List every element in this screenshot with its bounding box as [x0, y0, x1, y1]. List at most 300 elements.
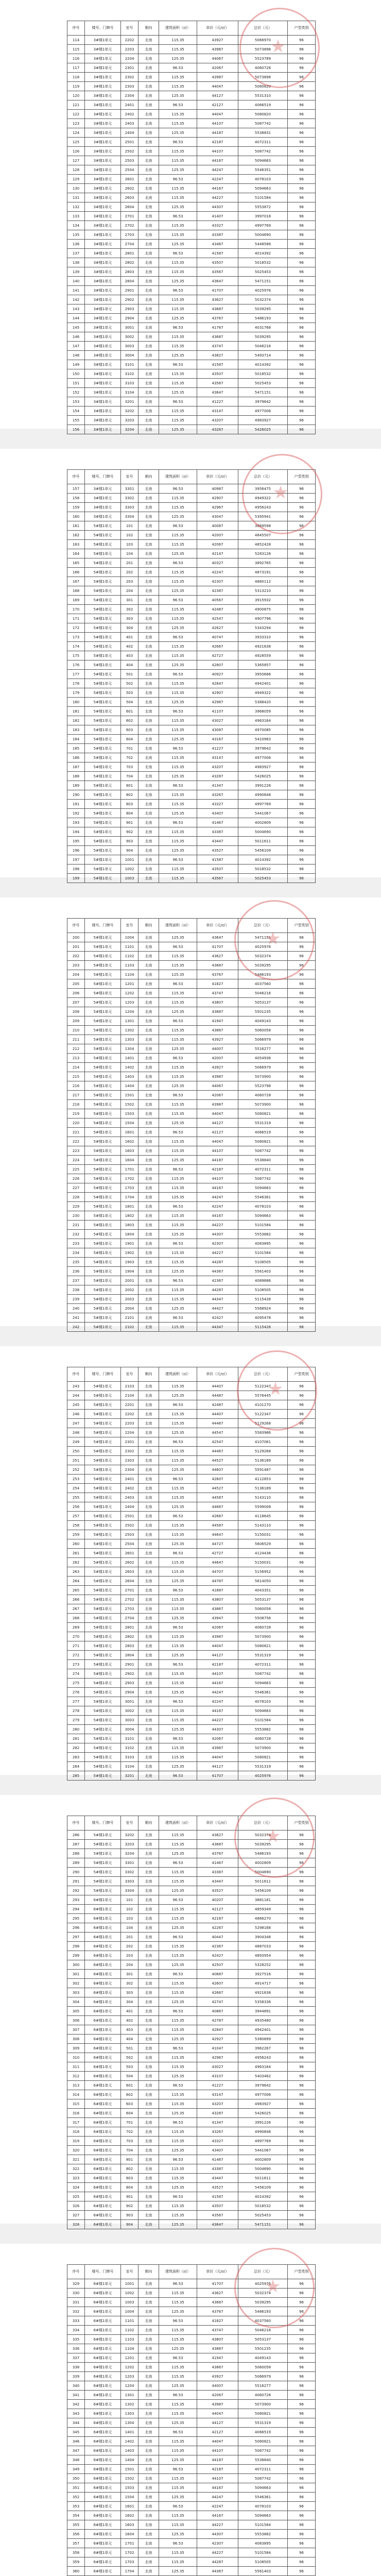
- cell-unit_price: 42127: [197, 1128, 238, 1137]
- cell-unit: 5#楼1单元: [85, 781, 121, 790]
- cell-unit_price: 43687: [197, 2298, 238, 2307]
- table-row: [67, 2418, 316, 2428]
- cell-total: 5486193: [238, 970, 288, 979]
- cell-area: 96.53: [159, 2353, 197, 2363]
- table-row: [67, 1295, 316, 1304]
- table-row: [67, 2344, 316, 2353]
- cell-area: 96.53: [159, 1933, 197, 1942]
- table-row: [67, 1521, 316, 1530]
- cell-orientation: 北南: [138, 1118, 159, 1128]
- cell-seq: 304: [67, 1997, 85, 2007]
- cell-area: 125.35: [159, 277, 197, 286]
- cell-unit: 3#楼1单元: [85, 73, 121, 82]
- cell-orientation: 北南: [138, 1831, 159, 1840]
- cell-orientation: 北南: [138, 1558, 159, 1567]
- cell-layer: 96: [288, 1419, 316, 1428]
- cell-seq: 338: [67, 2363, 85, 2372]
- cell-orientation: 北南: [138, 933, 159, 942]
- cell-room: 1101: [121, 942, 138, 952]
- cell-total: 4066519: [238, 1128, 288, 1137]
- price-sheet-5: [0, 1795, 381, 2227]
- cell-seq: 138: [67, 258, 85, 267]
- cell-layer: 96: [288, 1997, 316, 2007]
- table-row: [67, 846, 316, 855]
- cell-seq: 223: [67, 1146, 85, 1156]
- cell-layer: 96: [288, 1248, 316, 1258]
- cell-orientation: 北南: [138, 63, 159, 73]
- cell-layer: 96: [288, 1230, 316, 1239]
- cell-seq: 185: [67, 744, 85, 753]
- table-row: [67, 342, 316, 351]
- cell-area: 96.53: [159, 1202, 197, 1211]
- cell-unit: 6#楼1单元: [85, 1942, 121, 1951]
- cell-room: 1301: [121, 2391, 138, 2400]
- table-row: [67, 2446, 316, 2455]
- cell-total: 5080821: [238, 1109, 288, 1118]
- cell-layer: 96: [288, 707, 316, 716]
- cell-layer: 96: [288, 1221, 316, 1230]
- cell-room: 202: [121, 1942, 138, 1951]
- cell-orientation: 北南: [138, 1868, 159, 1877]
- cell-unit_price: 41467: [197, 2155, 238, 2164]
- cell-orientation: 北南: [138, 323, 159, 332]
- cell-area: 125.35: [159, 388, 197, 397]
- cell-unit: 6#楼1单元: [85, 1951, 121, 1960]
- cell-seq: 210: [67, 1026, 85, 1035]
- table-row: [67, 351, 316, 360]
- cell-total: 5039295: [238, 1840, 288, 1849]
- table-row: [67, 1081, 316, 1091]
- cell-unit: 6#楼1单元: [85, 2109, 121, 2118]
- cell-unit: 6#楼1单元: [85, 1960, 121, 1970]
- table-row: [67, 63, 316, 73]
- cell-room: 703: [121, 762, 138, 772]
- cell-total: 4037560: [238, 2316, 288, 2326]
- cell-layer: 96: [288, 1614, 316, 1623]
- cell-unit: 3#楼1单元: [85, 286, 121, 295]
- table-header-row: [67, 2265, 316, 2279]
- cell-area: 125.35: [159, 165, 197, 175]
- cell-orientation: 北南: [138, 1304, 159, 1313]
- cell-total: 4072311: [238, 2465, 288, 2474]
- cell-layer: 96: [288, 1951, 316, 1960]
- cell-layer: 96: [288, 942, 316, 952]
- cell-layer: 96: [288, 633, 316, 642]
- cell-unit_price: 41407: [197, 212, 238, 221]
- cell-orientation: 北南: [138, 1109, 159, 1118]
- cell-unit_price: 44047: [197, 1137, 238, 1146]
- cell-layer: 96: [288, 1886, 316, 1895]
- cell-total: 4049143: [238, 1016, 288, 1026]
- cell-unit_price: 44347: [197, 1323, 238, 1332]
- cell-room: 402: [121, 2016, 138, 2025]
- cell-orientation: 北南: [138, 1239, 159, 1248]
- cell-area: 115.35: [159, 379, 197, 388]
- table-row: [67, 221, 316, 230]
- cell-layer: 96: [288, 1970, 316, 1979]
- header-orientation: 朝向: [138, 470, 159, 484]
- cell-seq: 239: [67, 1295, 85, 1304]
- table-row: [67, 1743, 316, 1753]
- cell-unit: 3#楼1单元: [85, 82, 121, 91]
- cell-area: 96.53: [159, 942, 197, 952]
- price-sheet-6: [0, 2244, 381, 2576]
- cell-area: 115.35: [159, 865, 197, 874]
- cell-seq: 308: [67, 2035, 85, 2044]
- table-row: [67, 2109, 316, 2118]
- cell-orientation: 北南: [138, 2016, 159, 2025]
- cell-area: 96.53: [159, 1970, 197, 1979]
- cell-layer: 96: [288, 753, 316, 762]
- cell-area: 125.35: [159, 2567, 197, 2576]
- table-row: [67, 1484, 316, 1493]
- table-row: [67, 1933, 316, 1942]
- cell-seq: 358: [67, 2548, 85, 2557]
- cell-area: 115.35: [159, 2446, 197, 2455]
- table-row: [67, 2391, 316, 2400]
- cell-orientation: 北南: [138, 1539, 159, 1549]
- cell-layer: 96: [288, 1174, 316, 1183]
- cell-room: 1604: [121, 2530, 138, 2539]
- table-row: [67, 1410, 316, 1419]
- cell-area: 125.35: [159, 735, 197, 744]
- cell-area: 115.35: [159, 1146, 197, 1156]
- cell-unit: 5#楼1单元: [85, 707, 121, 716]
- header-unit_price: 单价（元/㎡）: [197, 470, 238, 484]
- cell-unit: 6#楼1单元: [85, 2567, 121, 2576]
- cell-seq: 313: [67, 2081, 85, 2090]
- cell-area: 115.35: [159, 1604, 197, 1614]
- cell-area: 115.35: [159, 716, 197, 725]
- cell-area: 96.53: [159, 1437, 197, 1447]
- cell-seq: 301: [67, 1970, 85, 1979]
- cell-area: 115.35: [159, 1447, 197, 1456]
- cell-seq: 238: [67, 1285, 85, 1295]
- cell-total: 5101584: [238, 1221, 288, 1230]
- cell-unit_price: 43807: [197, 2335, 238, 2344]
- cell-unit: 5#楼1单元: [85, 1586, 121, 1595]
- cell-unit_price: 40447: [197, 1933, 238, 1942]
- cell-area: 125.35: [159, 846, 197, 855]
- table-row: [67, 1586, 316, 1595]
- cell-layer: 96: [288, 2118, 316, 2127]
- cell-unit_price: 41707: [197, 942, 238, 952]
- cell-unit_price: 41587: [197, 249, 238, 258]
- cell-unit_price: 44247: [197, 1688, 238, 1697]
- header-unit_price: 单价（元/㎡）: [197, 919, 238, 933]
- cell-area: 115.35: [159, 304, 197, 314]
- cell-orientation: 北南: [138, 2363, 159, 2372]
- cell-unit_price: 44307: [197, 2530, 238, 2539]
- cell-unit_price: 42847: [197, 679, 238, 688]
- cell-orientation: 北南: [138, 865, 159, 874]
- cell-unit: 3#楼1单元: [85, 184, 121, 193]
- cell-total: 5046216: [238, 342, 288, 351]
- table-row: [67, 314, 316, 323]
- cell-unit_price: 43987: [197, 1632, 238, 1641]
- cell-unit: 5#楼1单元: [85, 762, 121, 772]
- cell-room: 1504: [121, 2493, 138, 2502]
- cell-room: 2503: [121, 1530, 138, 1539]
- cell-unit_price: 43507: [197, 369, 238, 379]
- cell-orientation: 北南: [138, 2201, 159, 2211]
- cell-unit: 5#楼1单元: [85, 1831, 121, 1840]
- cell-unit: 3#楼1单元: [85, 128, 121, 138]
- table-row: [67, 614, 316, 623]
- cell-seq: 232: [67, 1230, 85, 1239]
- cell-unit: 5#楼1单元: [85, 596, 121, 605]
- cell-room: 2103: [121, 1382, 138, 1391]
- cell-orientation: 北南: [138, 1697, 159, 1706]
- cell-total: 5380899: [238, 2035, 288, 2044]
- cell-seq: 260: [67, 1539, 85, 1549]
- price-sheet-3: [0, 897, 381, 1329]
- cell-seq: 248: [67, 1428, 85, 1437]
- cell-unit: 5#楼1单元: [85, 586, 121, 596]
- cell-area: 115.35: [159, 1109, 197, 1118]
- cell-room: 2503: [121, 156, 138, 165]
- cell-unit_price: 41587: [197, 855, 238, 865]
- table-row: [67, 277, 316, 286]
- cell-area: 96.53: [159, 2081, 197, 2090]
- cell-area: 96.53: [159, 818, 197, 827]
- table-row: [67, 2090, 316, 2099]
- table-row: [67, 2016, 316, 2025]
- cell-seq: 177: [67, 670, 85, 679]
- cell-area: 125.35: [159, 1465, 197, 1475]
- cell-total: 5108505: [238, 1258, 288, 1267]
- header-room: 室号: [121, 1367, 138, 1382]
- cell-unit_price: 42247: [197, 2502, 238, 2511]
- cell-total: 5410983: [238, 735, 288, 744]
- table-row: [67, 36, 316, 45]
- cell-seq: 286: [67, 1831, 85, 1840]
- cell-room: 903: [121, 837, 138, 846]
- cell-seq: 198: [67, 865, 85, 874]
- table-row: [67, 1558, 316, 1567]
- cell-orientation: 北南: [138, 184, 159, 193]
- cell-layer: 96: [288, 933, 316, 942]
- cell-unit_price: 42187: [197, 1914, 238, 1923]
- cell-total: 5094663: [238, 1183, 288, 1193]
- cell-total: 4942401: [238, 2025, 288, 2035]
- table-row: [67, 1447, 316, 1456]
- cell-layer: 96: [288, 1905, 316, 1914]
- cell-seq: 230: [67, 1211, 85, 1221]
- cell-unit_price: 43147: [197, 753, 238, 762]
- cell-unit_price: 44647: [197, 1530, 238, 1539]
- cell-unit: 5#楼1单元: [85, 1549, 121, 1558]
- cell-layer: 96: [288, 1595, 316, 1604]
- cell-unit_price: 43687: [197, 304, 238, 314]
- table-row: [67, 2520, 316, 2530]
- table-row: [67, 1651, 316, 1660]
- table-row: [67, 1604, 316, 1614]
- cell-unit_price: 41047: [197, 2044, 238, 2053]
- table-row: [67, 1313, 316, 1323]
- cell-room: 1701: [121, 1165, 138, 1174]
- cell-layer: 96: [288, 2183, 316, 2192]
- cell-total: 5568924: [238, 1304, 288, 1313]
- cell-area: 115.35: [159, 568, 197, 577]
- table-row: [67, 688, 316, 698]
- cell-orientation: 北南: [138, 351, 159, 360]
- cell-seq: 141: [67, 286, 85, 295]
- table-row: [67, 2548, 316, 2557]
- price-sheet-2: [0, 449, 381, 880]
- cell-orientation: 北南: [138, 1295, 159, 1304]
- cell-unit: 6#楼1单元: [85, 2090, 121, 2099]
- cell-room: 2803: [121, 1641, 138, 1651]
- cell-unit: 5#楼1单元: [85, 1239, 121, 1248]
- cell-total: 3944891: [238, 2007, 288, 2016]
- cell-room: 2304: [121, 1465, 138, 1475]
- cell-orientation: 北南: [138, 2493, 159, 2502]
- cell-room: 1401: [121, 1054, 138, 1063]
- cell-seq: 147: [67, 342, 85, 351]
- header-orientation: 朝向: [138, 919, 159, 933]
- cell-total: 5538840: [238, 1156, 288, 1165]
- cell-seq: 347: [67, 2446, 85, 2455]
- cell-room: 801: [121, 781, 138, 790]
- cell-unit_price: 44167: [197, 2511, 238, 2520]
- table-row: [67, 2081, 316, 2090]
- cell-layer: 96: [288, 772, 316, 781]
- cell-area: 115.35: [159, 725, 197, 735]
- cell-unit_price: 44187: [197, 1156, 238, 1165]
- cell-unit: 5#楼1单元: [85, 1697, 121, 1706]
- cell-seq: 167: [67, 577, 85, 586]
- cell-seq: 143: [67, 304, 85, 314]
- cell-total: 5516277: [238, 1044, 288, 1054]
- cell-layer: 96: [288, 2502, 316, 2511]
- cell-total: 5553872: [238, 202, 288, 212]
- cell-seq: 265: [67, 1586, 85, 1595]
- cell-area: 125.35: [159, 128, 197, 138]
- cell-unit_price: 43927: [197, 36, 238, 45]
- cell-total: 5073900: [238, 1632, 288, 1641]
- cell-area: 96.53: [159, 2316, 197, 2326]
- cell-unit: 3#楼1单元: [85, 503, 121, 512]
- cell-seq: 178: [67, 679, 85, 688]
- table-row: [67, 2326, 316, 2335]
- cell-room: 302: [121, 1979, 138, 1988]
- table-row: [67, 660, 316, 670]
- cell-total: 5591487: [238, 1465, 288, 1475]
- cell-orientation: 北南: [138, 707, 159, 716]
- cell-unit: 5#楼1单元: [85, 1258, 121, 1267]
- cell-unit: 5#楼1单元: [85, 1886, 121, 1895]
- cell-layer: 96: [288, 2072, 316, 2081]
- cell-unit_price: 40747: [197, 633, 238, 642]
- cell-unit_price: 44367: [197, 1267, 238, 1276]
- cell-total: 4002809: [238, 1858, 288, 1868]
- cell-layer: 96: [288, 128, 316, 138]
- cell-layer: 96: [288, 2381, 316, 2391]
- cell-seq: 171: [67, 614, 85, 623]
- cell-room: 802: [121, 2164, 138, 2174]
- table-row: [67, 2174, 316, 2183]
- cell-room: 1404: [121, 2455, 138, 2465]
- cell-room: 1303: [121, 2409, 138, 2418]
- cell-unit_price: 44467: [197, 1419, 238, 1428]
- table-row: [67, 818, 316, 827]
- cell-seq: 356: [67, 2530, 85, 2539]
- cell-unit_price: 42127: [197, 2428, 238, 2437]
- cell-total: 5531319: [238, 2418, 288, 2428]
- table-row: [67, 1549, 316, 1558]
- cell-area: 125.35: [159, 2220, 197, 2229]
- cell-seq: 236: [67, 1267, 85, 1276]
- cell-total: 5531319: [238, 1118, 288, 1128]
- cell-seq: 115: [67, 45, 85, 54]
- cell-room: 3203: [121, 416, 138, 425]
- cell-unit: 5#楼1单元: [85, 1313, 121, 1323]
- cell-room: 1204: [121, 2381, 138, 2391]
- cell-layer: 96: [288, 240, 316, 249]
- cell-orientation: 北南: [138, 1428, 159, 1437]
- cell-total: 5561403: [238, 2567, 288, 2576]
- cell-unit: 6#楼1单元: [85, 2279, 121, 2289]
- table-row: [67, 267, 316, 277]
- cell-layer: 96: [288, 369, 316, 379]
- cell-area: 125.35: [159, 1577, 197, 1586]
- cell-unit_price: 42427: [197, 1951, 238, 1960]
- cell-unit: 6#楼1单元: [85, 2409, 121, 2418]
- cell-unit: 6#楼1单元: [85, 2381, 121, 2391]
- cell-unit: 6#楼1单元: [85, 2437, 121, 2446]
- cell-unit: 5#楼1单元: [85, 1323, 121, 1332]
- table-row: [67, 865, 316, 874]
- cell-room: 101: [121, 521, 138, 531]
- cell-total: 4083895: [238, 1239, 288, 1248]
- table-row: [67, 1706, 316, 1716]
- cell-area: 115.35: [159, 1951, 197, 1960]
- cell-area: 115.35: [159, 1221, 197, 1230]
- cell-layer: 96: [288, 2279, 316, 2289]
- cell-orientation: 北南: [138, 91, 159, 100]
- price-sheet-4: [0, 1346, 381, 1778]
- cell-area: 125.35: [159, 2493, 197, 2502]
- cell-orientation: 北南: [138, 2289, 159, 2298]
- cell-room: 104: [121, 549, 138, 558]
- table-row: [67, 304, 316, 314]
- cell-layer: 96: [288, 503, 316, 512]
- table-row: [67, 2502, 316, 2511]
- cell-layer: 96: [288, 970, 316, 979]
- cell-orientation: 北南: [138, 1604, 159, 1614]
- cell-total: 5094663: [238, 2483, 288, 2493]
- cell-unit_price: 43567: [197, 874, 238, 883]
- cell-room: 1704: [121, 2567, 138, 2576]
- cell-area: 96.53: [159, 175, 197, 184]
- cell-total: 5614050: [238, 1577, 288, 1586]
- cell-room: 403: [121, 651, 138, 660]
- table-row: [67, 521, 316, 531]
- cell-layer: 96: [288, 1044, 316, 1054]
- cell-seq: 215: [67, 1072, 85, 1081]
- cell-room: 3102: [121, 1743, 138, 1753]
- cell-orientation: 北南: [138, 1391, 159, 1400]
- cell-orientation: 北南: [138, 1762, 159, 1771]
- cell-area: 125.35: [159, 1193, 197, 1202]
- cell-seq: 119: [67, 82, 85, 91]
- cell-area: 115.35: [159, 45, 197, 54]
- cell-layer: 96: [288, 1267, 316, 1276]
- cell-orientation: 北南: [138, 633, 159, 642]
- cell-orientation: 北南: [138, 1313, 159, 1323]
- cell-layer: 96: [288, 212, 316, 221]
